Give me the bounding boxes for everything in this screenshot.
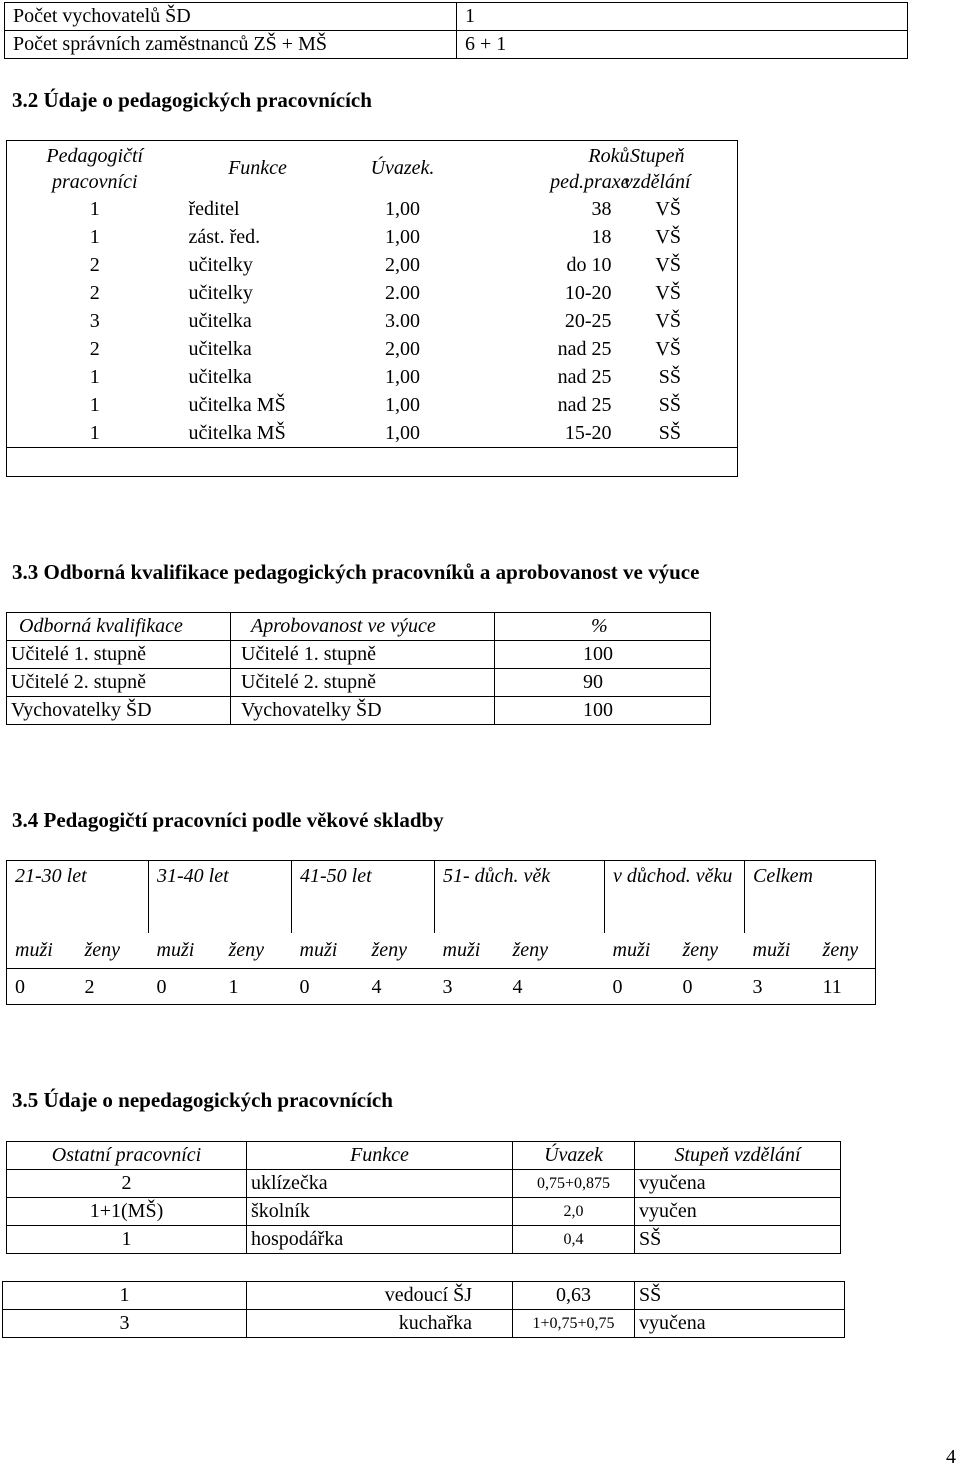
table-cell: ředitel — [188, 198, 240, 220]
header-cell: Ostatní pracovníci — [7, 1142, 247, 1170]
table-cell: kuchařka — [247, 1310, 513, 1338]
women-header-cell: ženy — [815, 933, 876, 969]
header-cell: Stupeň vzdělání — [635, 1142, 841, 1170]
table-cell: 100 — [495, 641, 711, 669]
table-row — [3, 1310, 845, 1338]
header-cell: Úvazek — [513, 1142, 635, 1170]
table-row — [5, 31, 908, 59]
table-cell: 2 — [89, 254, 100, 276]
table-cell: 1+1(MŠ) — [7, 1198, 247, 1226]
table-cell: 1 — [7, 1226, 247, 1254]
table-cell: Učitelé 1. stupně — [231, 641, 495, 669]
table-row — [3, 1282, 845, 1310]
table-cell: 90 — [495, 669, 711, 697]
table-cell: zást. řed. — [188, 226, 261, 248]
table-cell: uklízečka — [247, 1170, 513, 1198]
age-group-cell: 21-30 let — [7, 861, 149, 933]
header-text: Roků — [588, 145, 630, 167]
table-cell: 2 — [7, 1170, 247, 1198]
page-number: 4 — [946, 1446, 956, 1468]
table-cell: 1+0,75+0,75 — [513, 1310, 635, 1338]
table-cell: Učitelé 2. stupně — [7, 669, 231, 697]
men-header-cell: muži — [435, 933, 505, 969]
table-cell: 2,00 — [385, 254, 420, 276]
table-cell: 0 — [605, 969, 675, 1005]
table-cell: SŠ — [658, 422, 681, 444]
table-cell: do 10 — [566, 254, 612, 276]
table-cell: 2 — [77, 969, 149, 1005]
table-row — [7, 969, 876, 1005]
table-header-row — [7, 141, 738, 196]
table-cell: 1 — [221, 969, 292, 1005]
men-header-cell: muži — [605, 933, 675, 969]
table-cell: SŠ — [635, 1226, 841, 1254]
table-cell: učitelka MŠ — [188, 422, 286, 444]
women-header-cell: ženy — [364, 933, 435, 969]
section-title-3-5: 3.5 Údaje o nepedagogických pracovnících — [12, 1088, 393, 1112]
table-row — [7, 391, 738, 419]
table-cell: 6 + 1 — [457, 31, 908, 59]
men-header-cell: muži — [149, 933, 221, 969]
header-cell: Odborná kvalifikace — [7, 613, 231, 641]
table-cell: 100 — [495, 697, 711, 725]
table-cell: učitelka MŠ — [188, 394, 286, 416]
men-header-cell: muži — [7, 933, 77, 969]
table-row — [7, 363, 738, 391]
table-cell: 1 — [89, 394, 100, 416]
header-cell: Funkce — [247, 1142, 513, 1170]
table-cell: Vychovatelky ŠD — [7, 697, 231, 725]
header-text: pracovníci — [51, 171, 138, 193]
table-row — [7, 307, 738, 335]
table-cell: 0 — [292, 969, 364, 1005]
table-header-row — [7, 1142, 841, 1170]
table-row — [7, 335, 738, 363]
table-cell: 3 — [89, 310, 100, 332]
table-cell: 1 — [89, 422, 100, 444]
table-cell: 20-25 — [564, 310, 612, 332]
table-cell: 15-20 — [564, 422, 612, 444]
table-cell: 1,00 — [385, 198, 420, 220]
age-group-cell: 31-40 let — [149, 861, 292, 933]
table-cell: Počet vychovatelů ŠD — [5, 3, 457, 31]
table-cell: vyučen — [635, 1198, 841, 1226]
table-cell: 18 — [591, 226, 612, 248]
table-cell: 3 — [745, 969, 815, 1005]
table-cell: nad 25 — [557, 338, 612, 360]
table-cell: 10-20 — [564, 282, 612, 304]
table-cell: VŠ — [655, 226, 681, 248]
table-row — [7, 419, 738, 448]
table-cell: 1,00 — [385, 422, 420, 444]
non-pedagogical-staff-table — [6, 1141, 841, 1254]
table-cell: 0,63 — [513, 1282, 635, 1310]
table-row — [7, 1198, 841, 1226]
table-cell: 0 — [675, 969, 745, 1005]
qualification-table — [6, 612, 711, 725]
table-cell: 3 — [435, 969, 505, 1005]
table-cell: 1,00 — [385, 366, 420, 388]
table-cell: 0,4 — [513, 1226, 635, 1254]
empty-row — [7, 448, 738, 477]
table-cell: školník — [247, 1198, 513, 1226]
table-cell: SŠ — [658, 394, 681, 416]
header-cell: Aprobovanost ve výuce — [231, 613, 495, 641]
pedagogical-staff-table — [6, 140, 738, 477]
table-cell: 2,0 — [513, 1198, 635, 1226]
table-cell: 0,75+0,875 — [513, 1170, 635, 1198]
table-header-row — [7, 933, 876, 969]
women-header-cell: ženy — [505, 933, 605, 969]
school-kitchen-table — [2, 1281, 845, 1338]
table-cell: 38 — [591, 198, 612, 220]
section-title-3-4: 3.4 Pedagogičtí pracovníci podle věkové skladby — [12, 808, 444, 832]
header-cell — [618, 141, 698, 196]
table-cell: SŠ — [658, 366, 681, 388]
header-cell — [7, 141, 183, 196]
table-cell: VŠ — [655, 198, 681, 220]
table-row — [7, 279, 738, 307]
table-cell: učitelka — [188, 310, 252, 332]
section-title-3-3: 3.3 Odborná kvalifikace pedagogických pracovníků a aprobovanost ve výuce — [12, 560, 700, 584]
table-cell: 2 — [89, 338, 100, 360]
table-cell: učitelka — [188, 366, 252, 388]
table-row — [5, 3, 908, 31]
table-cell: 3 — [3, 1310, 247, 1338]
section-title-3-2: 3.2 Údaje o pedagogických pracovnících — [12, 88, 372, 112]
table-cell: VŠ — [655, 254, 681, 276]
age-group-cell: v důchod. věku — [605, 861, 745, 933]
table-cell: VŠ — [655, 310, 681, 332]
table-cell: VŠ — [655, 282, 681, 304]
table-cell: 1 — [89, 366, 100, 388]
table-cell: 1 — [3, 1282, 247, 1310]
table-row — [7, 669, 711, 697]
header-cell: % — [495, 613, 711, 641]
table-cell: 1 — [457, 3, 908, 31]
table-cell: Učitelé 1. stupně — [7, 641, 231, 669]
table-header-row — [7, 861, 876, 933]
table-cell: vyučena — [635, 1310, 845, 1338]
men-header-cell: muži — [292, 933, 364, 969]
table-cell: 0 — [7, 969, 77, 1005]
header-text: ped.praxe — [550, 171, 630, 193]
table-row — [7, 697, 711, 725]
table-cell: vedoucí ŠJ — [247, 1282, 513, 1310]
header-text: vzdělání — [623, 171, 691, 193]
table-cell: nad 25 — [557, 394, 612, 416]
table-cell: 1,00 — [385, 226, 420, 248]
table-cell: Vychovatelky ŠD — [231, 697, 495, 725]
table-cell: učitelky — [188, 282, 253, 304]
table-cell: VŠ — [655, 338, 681, 360]
table-cell: 1,00 — [385, 394, 420, 416]
table-cell: 11 — [815, 969, 876, 1005]
women-header-cell: ženy — [221, 933, 292, 969]
women-header-cell: ženy — [77, 933, 149, 969]
table-cell: 4 — [505, 969, 605, 1005]
table-row — [7, 195, 738, 223]
women-header-cell: ženy — [675, 933, 745, 969]
table-cell: Počet správních zaměstnanců ZŠ + MŠ — [5, 31, 457, 59]
table-row — [7, 1226, 841, 1254]
table-row — [7, 223, 738, 251]
table-row — [7, 251, 738, 279]
age-structure-table — [6, 860, 876, 1005]
table-row — [7, 1170, 841, 1198]
table-cell: 2,00 — [385, 338, 420, 360]
table-cell: 1 — [89, 198, 100, 220]
table-cell: učitelka — [188, 338, 252, 360]
header-text: Stupeň — [630, 145, 685, 167]
table-cell: vyučena — [635, 1170, 841, 1198]
table-cell: nad 25 — [557, 366, 612, 388]
table-cell: učitelky — [188, 254, 253, 276]
table-cell: SŠ — [635, 1282, 845, 1310]
table-cell: 2 — [89, 282, 100, 304]
table-cell: 3.00 — [385, 310, 420, 332]
staff-count-table — [4, 2, 908, 59]
table-header-row — [7, 613, 711, 641]
table-cell: 2.00 — [385, 282, 420, 304]
age-group-cell: 51- důch. věk — [435, 861, 605, 933]
header-cell: Úvazek. — [370, 157, 435, 179]
age-group-cell: 41-50 let — [292, 861, 435, 933]
table-cell: hospodářka — [247, 1226, 513, 1254]
header-text: Pedagogičtí — [46, 145, 144, 167]
table-cell: 0 — [149, 969, 221, 1005]
table-cell: Učitelé 2. stupně — [231, 669, 495, 697]
table-cell: 4 — [364, 969, 435, 1005]
men-header-cell: muži — [745, 933, 815, 969]
age-group-cell: Celkem — [745, 861, 876, 933]
header-cell: Funkce — [228, 157, 287, 179]
table-cell: 1 — [89, 226, 100, 248]
table-row — [7, 641, 711, 669]
